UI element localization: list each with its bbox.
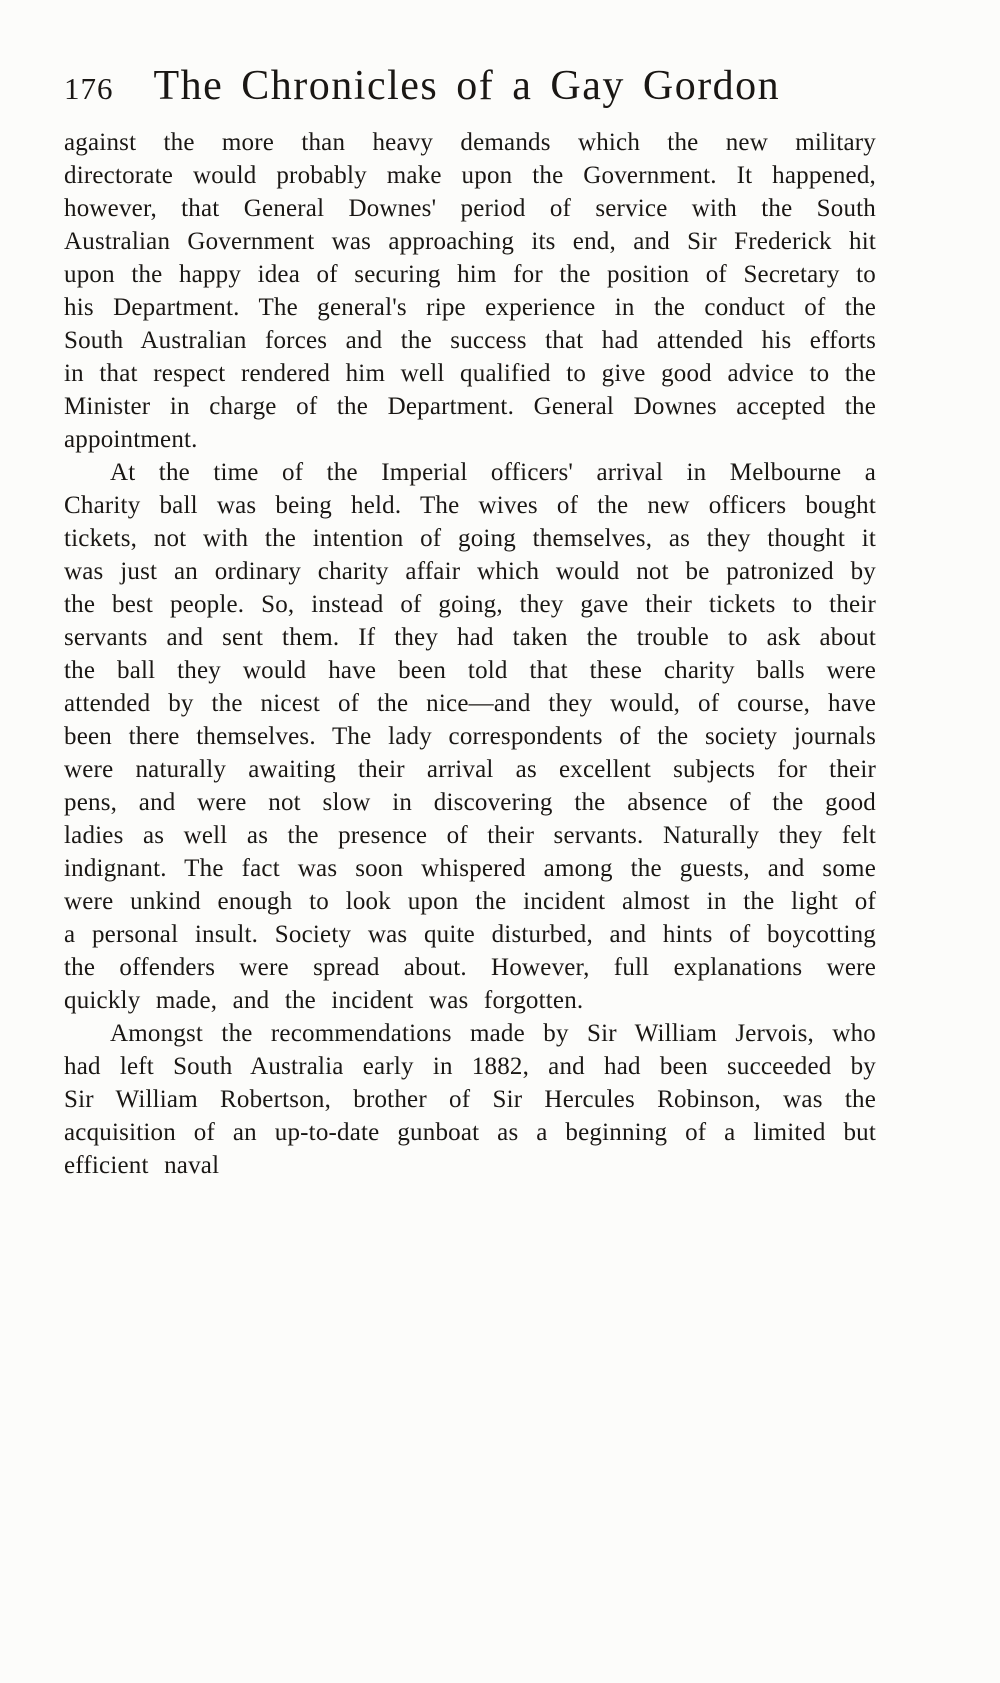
page-body [64,126,876,1182]
paragraph: against the more than heavy demands which the new military directorate would probably make upon the Government. It happened, however, that General Downes' period of service with the South Australian Government was approaching its end, and Sir Frederick hit upon the happy idea of securing him for the position of Secretary to his Department. The general's ripe experience in the conduct of the South Australian forces and the success that had attended his efforts in that respect rendered him well qualified to give good advice to the Minister in charge of the Department. General Downes accepted the appointment. [64,129,876,453]
page-number: 176 [64,71,114,106]
page-header [64,62,876,110]
paragraph: At the time of the Imperial officers' arrival in Melbourne a Charity ball was being held. The wives of the new officers bought tickets, not with the intention of going themselves, as they thought it was just an ordinary charity affair which would not be patronized by the best people. So, instead of going, they gave their tickets to their servants and sent them. If they had taken the trouble to ask about the ball they would have been told that these charity balls were attended by the nicest of the nice—and they would, of course, have been there themselves. The lady correspondents of the society journals were naturally awaiting their arrival as excellent subjects for their pens, and were not slow in discovering the absence of the good ladies as well as the presence of their servants. Naturally they felt indignant. The fact was soon whispered among the guests, and some were unkind enough to look upon the incident almost in the light of a personal insult. Society was quite disturbed, and hints of boycotting the offenders were spread about. However, full explanations were quickly made, and the incident was forgotten. [64,459,876,1014]
running-title: The Chronicles of a Gay Gordon [153,63,781,109]
paragraph: Amongst the recommendations made by Sir William Jervois, who had left South Australia early in 1882, and had been succeeded by Sir William Robertson, brother of Sir Hercules Robinson, was the acquisition of an up-to-date gunboat as a beginning of a limited but efficient naval [64,1020,876,1179]
